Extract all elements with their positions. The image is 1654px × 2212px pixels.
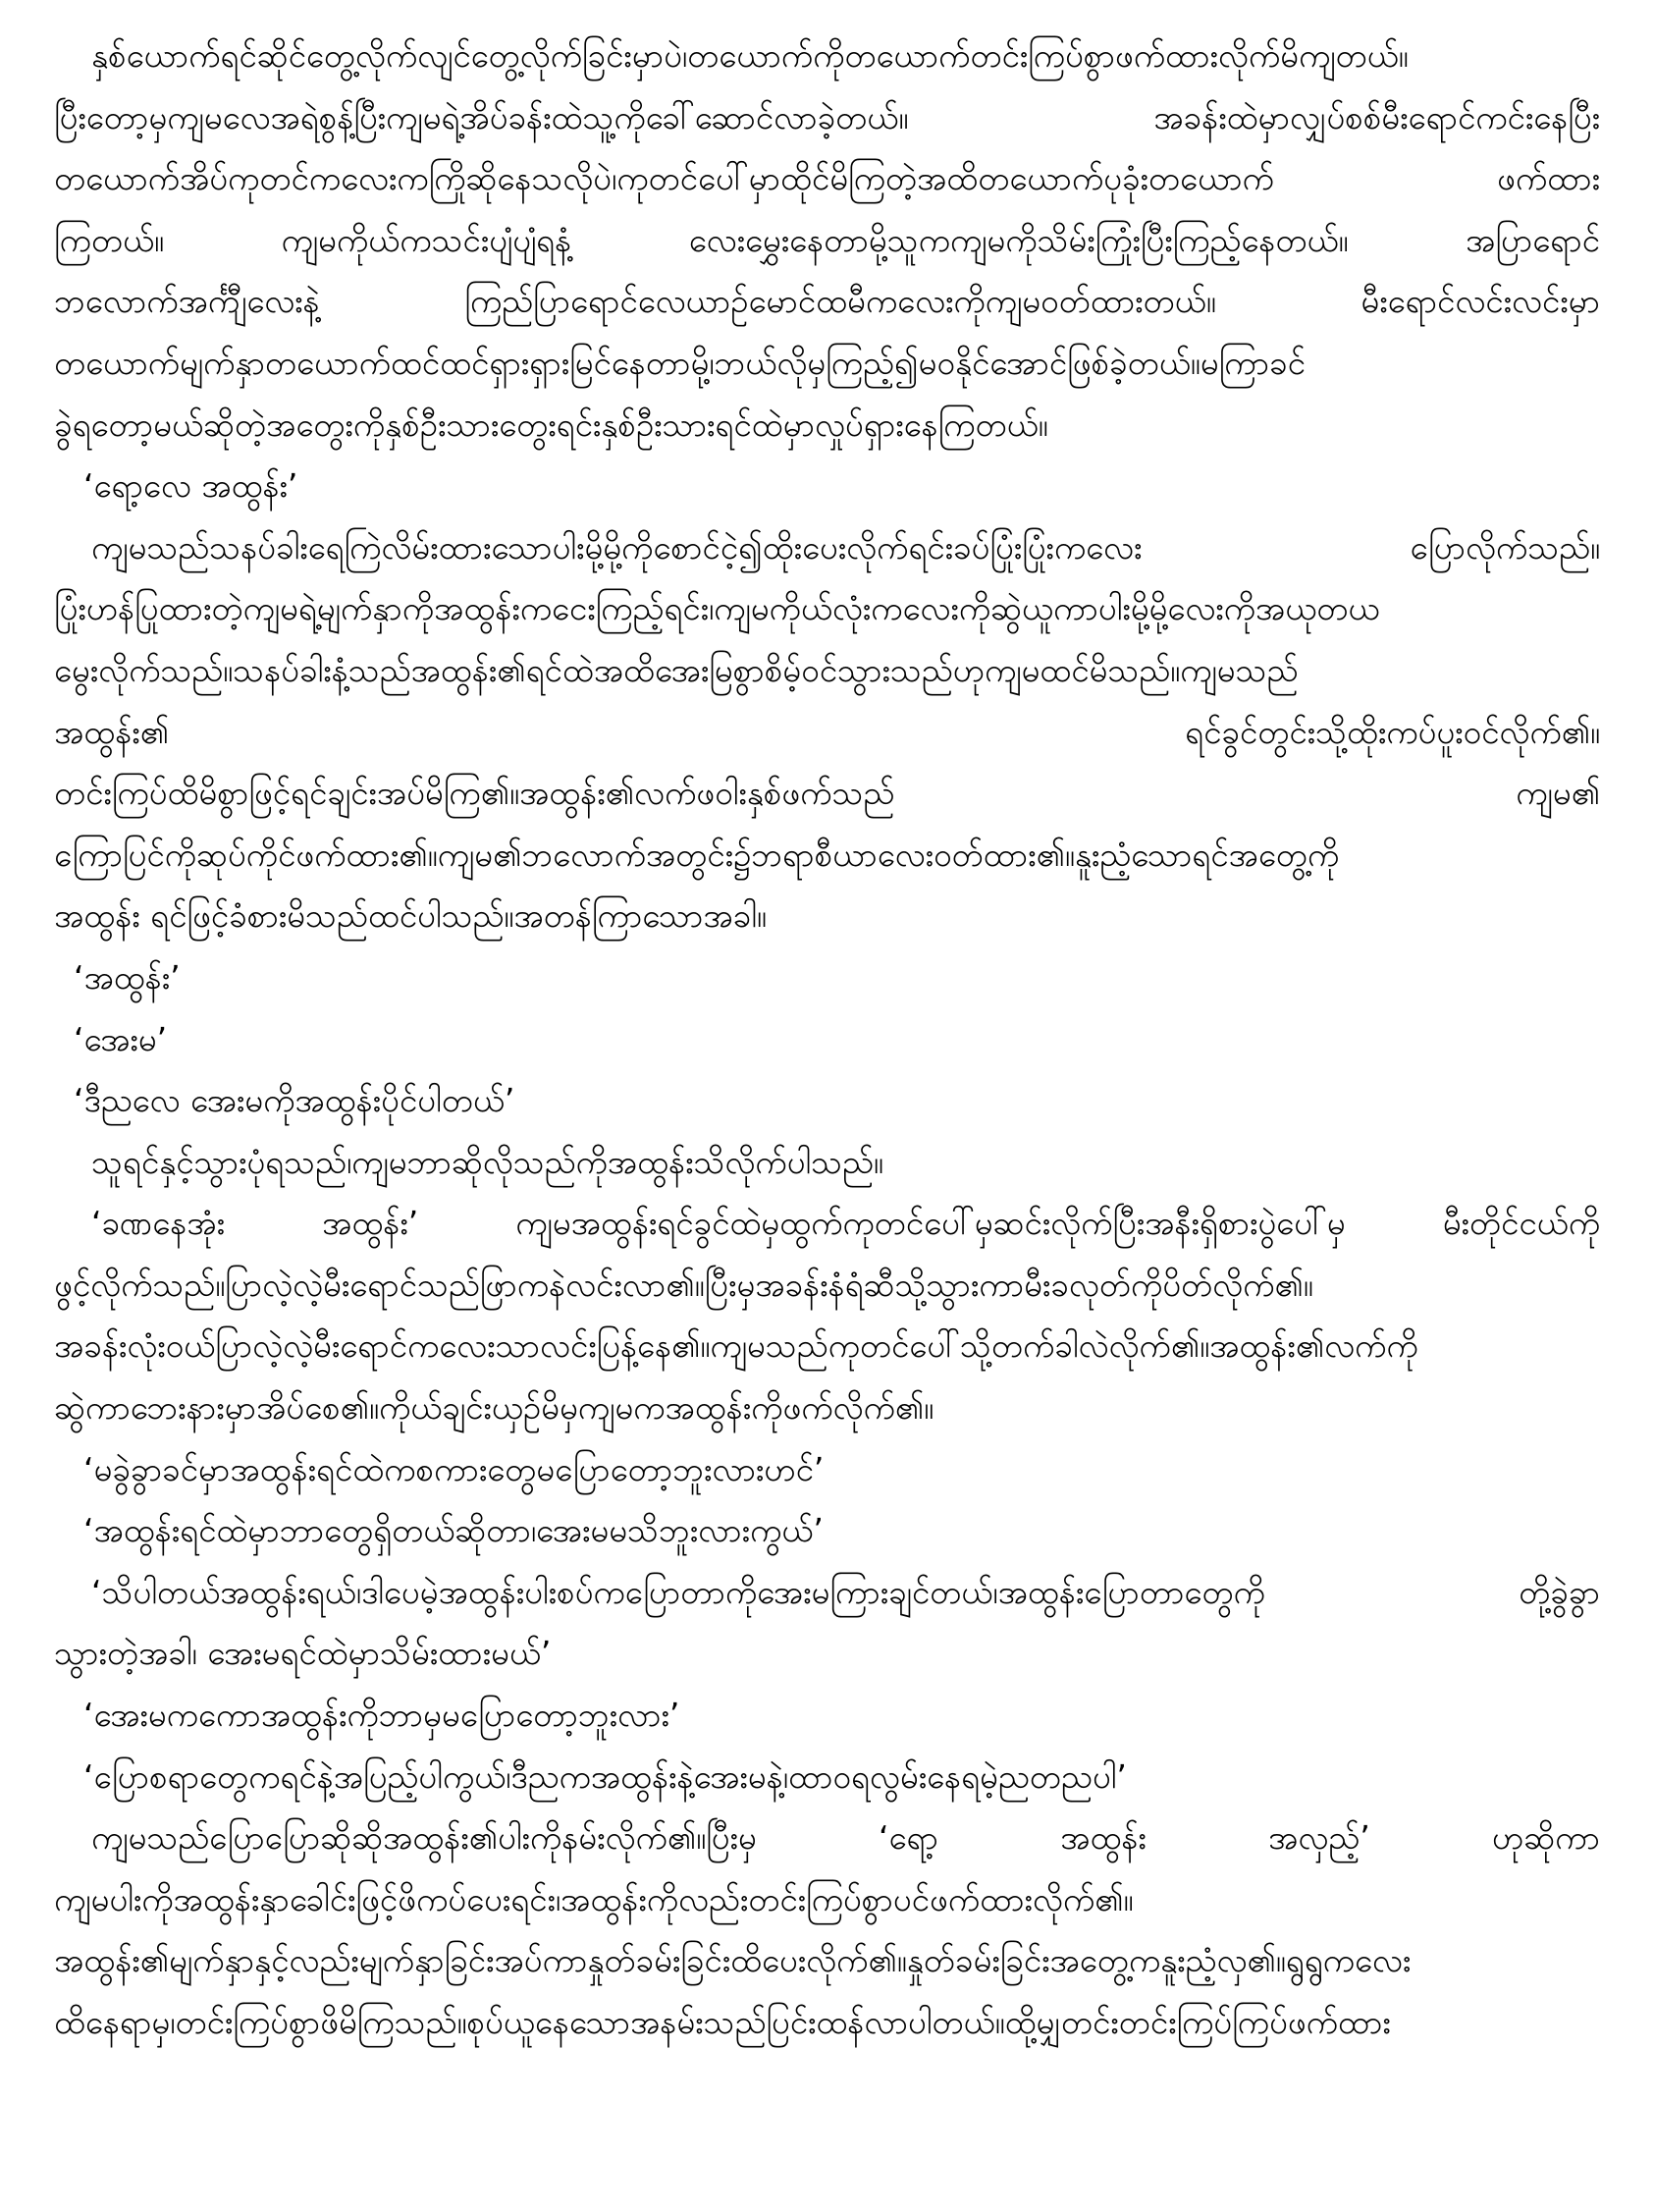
text-line: ‘အထွန်းရင်ထဲမှာဘာတွေရှိတယ်ဆိုတာ၊အေးမမသိဘူးလားကွယ်’ — [83, 1511, 824, 1550]
text-line: ‘မခွဲခွာခင်မှာအထွန်းရင်ထဲကစကားတွေမပြောတော့ဘူးလားဟင်’ — [83, 1449, 825, 1488]
text-line: ပြုံးဟန်ပြုထားတဲ့ကျမရဲ့မျက်နှာကိုအထွန်းကငေးကြည့်ရင်း၊ကျမကိုယ်လုံးကလေးကိုဆွဲယူကာပါးမို့မို့လေးကိုအယုတယ — [54, 589, 1380, 628]
text-line: ‘သိပါတယ်အထွန်းရယ်၊ဒါပေမဲ့အထွန်းပါးစပ်ကပြောတာကိုအေးမကြားချင်တယ်၊အထွန်းပြောတာတွေကို တို့ခွဲခွာ — [91, 1572, 1600, 1611]
text-line: တင်းကြပ်ထိမိစွာဖြင့်ရင်ချင်းအပ်မိကြ၏။အထွန်း၏လက်ဖဝါးနှစ်ဖက်သည် ကျမ၏ — [54, 774, 1600, 813]
text-line: ပြီးတော့မှကျမလေအရဲစွန့်ပြီးကျမရဲ့အိပ်ခန်းထဲသူ့ကိုခေါ်ဆောင်လာခဲ့တယ်။ အခန်းထဲမှာလျှပ်စစ်မီးရောင်ကင်းနေပြီး — [54, 97, 1600, 136]
text-line: ‘ပြောစရာတွေကရင်နဲ့အပြည့်ပါကွယ်၊ဒီညကအထွန်းနဲ့အေးမနဲ့၊ထာဝရလွမ်းနေရမဲ့ညတညပါ’ — [83, 1756, 1127, 1796]
text-line: နှစ်ယောက်ရင်ဆိုင်တွေ့လိုက်လျင်တွေ့လိုက်ခြင်းမှာပဲ၊တယောက်ကိုတယောက်တင်းကြပ်စွာဖက်ထားလိုက်မိကျတယ်။ — [91, 36, 1409, 75]
text-line: ကြောပြင်ကိုဆုပ်ကိုင်ဖက်ထား၏။ကျမ၏ဘလောက်အတွင်း၌ဘရာစီယာလေးဝတ်ထား၏။နူးညံ့သောရင်အတွေ့ကို — [54, 835, 1340, 874]
body-text — [54, 26, 1600, 2054]
text-line: ကြတယ်။ ကျမကိုယ်ကသင်းပျံပျံရနံ့ လေးမွှေးနေတာမို့သူကကျမကိုသိမ်းကြုံးပြီးကြည့်နေတယ်။ အပြာရောင် — [54, 220, 1600, 259]
text-line: ကျမသည်ပြောပြောဆိုဆိုအထွန်း၏ပါးကိုနမ်းလိုက်၏။ပြီးမှ ‘ရော့ အထွန်း အလှည့်’ ဟုဆိုကာ — [91, 1818, 1600, 1858]
text-line: အထွန်း ရင်ဖြင့်ခံစားမိသည်ထင်ပါသည်။အတန်ကြာသောအခါ။ — [54, 896, 767, 936]
text-line: တယောက်အိပ်ကုတင်ကလေးကကြိုဆိုနေသလိုပဲ၊ကုတင်ပေါ်မှာထိုင်မိကြတဲ့အထိတယောက်ပုခုံးတယောက် ဖက်ထား — [54, 159, 1600, 198]
text-line: သူရင်နှင့်သွားပုံရသည်၊ကျမဘာဆိုလိုသည်ကိုအထွန်းသိလိုက်ပါသည်။ — [91, 1142, 883, 1181]
text-line: ဘလောက်အင်္ကျီလေးနဲ့ ကြည်ပြာရောင်လေယာဉ်မောင်ထမီကလေးကိုကျမဝတ်ထားတယ်။ မီးရောင်လင်းလင်းမှာ — [54, 282, 1600, 321]
text-line: ခွဲရတော့မယ်ဆိုတဲ့အတွေးကိုနှစ်ဦးသားတွေးရင်းနှစ်ဦးသားရင်ထဲမှာလှုပ်ရှားနေကြတယ်။ — [54, 405, 1048, 444]
text-line: မွေးလိုက်သည်။သနပ်ခါးနံ့သည်အထွန်း၏ရင်ထဲအထိအေးမြစွာစိမ့်ဝင်သွားသည်ဟုကျမထင်မိသည်။ကျမသည် — [54, 650, 1299, 689]
text-line: အထွန်း၏မျက်နှာနှင့်လည်းမျက်နှာခြင်းအပ်ကာနှုတ်ခမ်းခြင်းထိပေးလိုက်၏။နှုတ်ခမ်းခြင်းအတွေ့ကနူးညံ့လှ၏။ရွရွကလေး — [54, 1941, 1412, 1980]
text-line: ဖွင့်လိုက်သည်။ပြာလဲ့လဲ့မီးရောင်သည်ဖြာကနဲလင်းလာ၏။ပြီးမှအခန်းနံရံဆီသို့သွားကာမီးခလုတ်ကိုပိတ်လိုက်၏။ — [54, 1265, 1313, 1304]
text-line: ကျမပါးကိုအထွန်းနှာခေါင်းဖြင့်ဖိကပ်ပေးရင်း၊အထွန်းကိုလည်းတင်းကြပ်စွာပင်ဖက်ထားလိုက်၏။ — [54, 1879, 1134, 1918]
text-line: သွားတဲ့အခါ၊ အေးမရင်ထဲမှာသိမ်းထားမယ်’ — [54, 1634, 552, 1673]
text-line: ဆွဲကာဘေးနားမှာအိပ်စေ၏။ကိုယ်ချင်းယှဉ်မိမှကျမကအထွန်းကိုဖက်လိုက်၏။ — [54, 1388, 934, 1428]
text-line: အထွန်း၏ ရင်ခွင်တွင်းသို့ထိုးကပ်ပူးဝင်လိုက်၏။ — [54, 712, 1600, 751]
text-line: ‘ဒီညလေ အေးမကိုအထွန်းပိုင်ပါတယ်’ — [74, 1081, 515, 1120]
text-line: ကျမသည်သနပ်ခါးရေကြဲလိမ်းထားသောပါးမို့မို့ကိုစောင်ငဲ့၍ထိုးပေးလိုက်ရင်းခပ်ပြုံးပြုံးကလေး ပြောလိုက်သည်။ — [91, 527, 1600, 566]
text-line: တယောက်မျက်နှာတယောက်ထင်ထင်ရှားရှားမြင်နေတာမို့၊ဘယ်လိုမှကြည့်၍မဝနိုင်အောင်ဖြစ်ခဲ့တယ်။မကြာခင် — [54, 343, 1306, 382]
text-line: ‘ရော့လေ အထွန်း’ — [83, 466, 298, 506]
text-line: ‘အေးမ’ — [74, 1019, 168, 1058]
text-line: ‘အေးမကကောအထွန်းကိုဘာမှမပြောတော့ဘူးလား’ — [83, 1696, 680, 1735]
text-line: ထိနေရာမှ၊တင်းကြပ်စွာဖိမိကြသည်။စုပ်ယူနေသောအနမ်းသည်ပြင်းထန်လာပါတယ်။ထို့မျှတင်းတင်းကြပ်ကြပ်ဖက်ထား — [54, 2003, 1391, 2041]
text-line: အခန်းလုံးဝယ်ပြာလဲ့လဲ့မီးရောင်ကလေးသာလင်းပြန့်နေ၏။ကျမသည်ကုတင်ပေါ်သို့တက်ခါလဲလိုက်၏။အထွန်း၏လက်ကို — [54, 1326, 1418, 1366]
text-line: ‘ခဏနေအုံး အထွန်း’ ကျမအထွန်းရင်ခွင်ထဲမှထွက်ကုတင်ပေါ်မှဆင်းလိုက်ပြီးအနီးရှိစားပွဲပေါ်မှ မီးတိုင်ငယ်ကို — [91, 1204, 1600, 1243]
text-line: ‘အထွန်း’ — [74, 957, 181, 997]
